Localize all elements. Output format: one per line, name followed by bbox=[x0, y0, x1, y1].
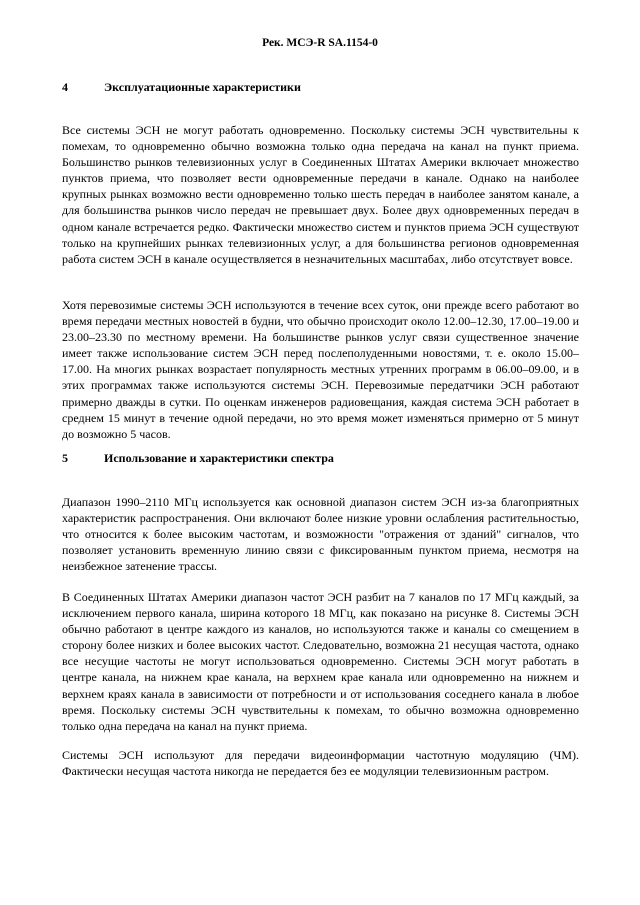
section-heading-5 bbox=[62, 451, 582, 466]
paragraph: Все системы ЭСН не могут работать одновременно. Поскольку системы ЭСН чувствительны к помехам, то одновременно обычно возможна только одна передача на канал на пункт приема. Большинство рынков телевизионных услуг в Соединенных Штатах Америки включает множество пунктов приема, что позволяет вести одновременные передачи в канале. Однако на наиболее крупных рынках возможно вести одновременно только шесть передач в наиболее занятом канале, а для большинства рынков число передач не превышает двух. Более двух одновременных передач в одном канале встречается редко. Фактически множество систем и пунктов приема ЭСН существуют только на крупнейших рынках телевизионных услуг, а для большинства регионов одновременная работа систем ЭСН в канале осуществляется в незначительных масштабах, либо отсутствует вовсе. bbox=[62, 123, 579, 266]
paragraph: Диапазон 1990–2110 МГц используется как основной диапазон систем ЭСН из-за благоприятных характеристик распространения. Они включают более низкие уровни ослабления растительностью, что относится к более высоким частотам, и возможности "отражения от зданий" сигналов, что позволяет установить временную линию связи с фиксированным пунктом приема, несмотря на неизбежное затенение трассы. bbox=[62, 495, 579, 574]
section-title: Эксплуатационные характеристики bbox=[104, 80, 301, 94]
section-heading-4 bbox=[62, 80, 582, 95]
section-title: Использование и характеристики спектра bbox=[104, 451, 334, 465]
paragraph: Системы ЭСН используют для передачи видеоинформации частотную модуляцию (ЧМ). Фактически несущая частота никогда не передается без ее модуляции телевизионным растром. bbox=[62, 748, 579, 779]
paragraph: Хотя перевозимые системы ЭСН используются в течение всех суток, они прежде всего работают во время передачи местных новостей в будни, что обычно происходит около 12.00–12.30, 17.00–19.00 и 23.00–23.30 по местному времени. На большинстве рынков услуг связи существенное значение имеет также использование систем ЭСН перед послеполуденными новостями, т. е. около 15.00–17.00. На многих рынках возрастает популярность местных утренних программ в 06.00–09.00, и в этих программах также используются системы ЭСН. Перевозимые передатчики ЭСН работают примерно дважды в сутки. По оценкам инженеров радиовещания, каждая система ЭСН работает в среднем 15 минут в течение одной передачи, но это время может изменяться примерно от 5 минут до возможно 5 часов. bbox=[62, 298, 579, 441]
section-number: 5 bbox=[62, 451, 68, 465]
paragraph: В Соединенных Штатах Америки диапазон частот ЭСН разбит на 7 каналов по 17 МГц каждый, за исключением первого канала, ширина которого 18 МГц, как показано на рисунке 8. Системы ЭСН обычно работают в центре каждого из каналов, но используются также и каналы со смещением в сторону более низких и более высоких частот. Следовательно, возможна 21 несущая частота, однако все несущие частоты не могут использоваться одновременно. Системы ЭСН могут работать в центре канала, на нижнем крае канала, на верхнем крае канала или одновременно на нижнем и верхнем краях канала в зависимости от потребности и от использования соседнего канала в любое время. Поскольку системы ЭСН чувствительны к помехам, то обычно возможна одновременно только одна передача на канал на пункт приема. bbox=[62, 590, 579, 733]
section-number: 4 bbox=[62, 80, 68, 94]
page-header: Рек. МСЭ-R SA.1154-0 bbox=[262, 37, 378, 49]
